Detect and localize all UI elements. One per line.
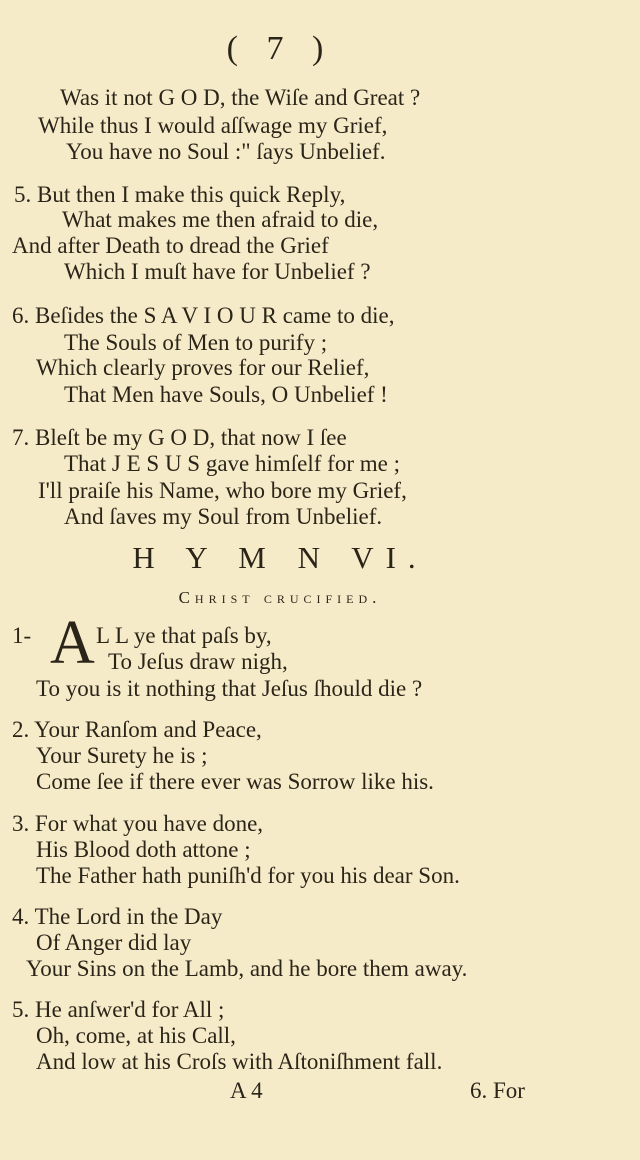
verse-line: And after Death to dread the Grief bbox=[12, 233, 329, 258]
verse-line: To Jeſus draw nigh, bbox=[108, 649, 288, 674]
verse-line: Your Surety he is ; bbox=[36, 743, 208, 768]
page-number: ( 7 ) bbox=[226, 30, 334, 67]
verse-line: 4. The Lord in the Day bbox=[12, 904, 223, 929]
verse-line: His Blood doth attone ; bbox=[36, 837, 251, 862]
verse-line: Come ſee if there ever was Sorrow like his. bbox=[36, 769, 434, 794]
verse-line: That Men have Souls, O Unbelief ! bbox=[64, 382, 388, 407]
verse-line: Of Anger did lay bbox=[36, 930, 192, 955]
verse-line: 6. Beſides the S A V I O U R came to die, bbox=[12, 303, 395, 328]
verse-line: And ſaves my Soul from Unbelief. bbox=[64, 504, 383, 529]
verse-line: To you is it nothing that Jeſus ſhould die ? bbox=[36, 676, 423, 701]
verse-line: Was it not G O D, the Wiſe and Great ? bbox=[60, 85, 421, 110]
verse-line: Oh, come, at his Call, bbox=[36, 1023, 236, 1048]
hymn-subtitle: Christ crucified. bbox=[178, 588, 382, 607]
verse-line: 7. Bleſt be my G O D, that now I ſee bbox=[12, 425, 347, 450]
verse-line: That J E S U S gave himſelf for me ; bbox=[64, 451, 400, 476]
verse-line: What makes me then afraid to die, bbox=[62, 207, 379, 232]
verse-line: Which I muſt have for Unbelief ? bbox=[64, 259, 371, 284]
verse-line: Your Sins on the Lamb, and he bore them away. bbox=[26, 956, 468, 981]
hymn-title: H Y M N VI. bbox=[132, 540, 428, 575]
verse-line: 3. For what you have done, bbox=[12, 811, 264, 836]
verse-line: Which clearly proves for our Relief, bbox=[36, 355, 370, 380]
verse-line: The Father hath puniſh'd for you his dear Son. bbox=[36, 863, 460, 888]
verse-line: 2. Your Ranſom and Peace, bbox=[12, 717, 262, 742]
stanza-number: 1- bbox=[12, 623, 32, 648]
signature-mark: A 4 bbox=[230, 1078, 263, 1103]
verse-line: The Souls of Men to purify ; bbox=[64, 330, 328, 355]
verse-line: And low at his Croſs with Aſtoniſhment fall. bbox=[36, 1049, 443, 1074]
verse-line: 5. But then I make this quick Reply, bbox=[14, 182, 346, 207]
verse-line: While thus I would aſſwage my Grief, bbox=[38, 113, 388, 138]
catchword: 6. For bbox=[470, 1078, 525, 1103]
drop-cap: A bbox=[50, 609, 95, 677]
verse-line: I'll praiſe his Name, who bore my Grief, bbox=[38, 478, 407, 503]
verse-line: L L ye that paſs by, bbox=[96, 623, 272, 648]
verse-line: 5. He anſwer'd for All ; bbox=[12, 997, 225, 1022]
verse-line: You have no Soul :" ſays Unbelief. bbox=[66, 139, 386, 164]
